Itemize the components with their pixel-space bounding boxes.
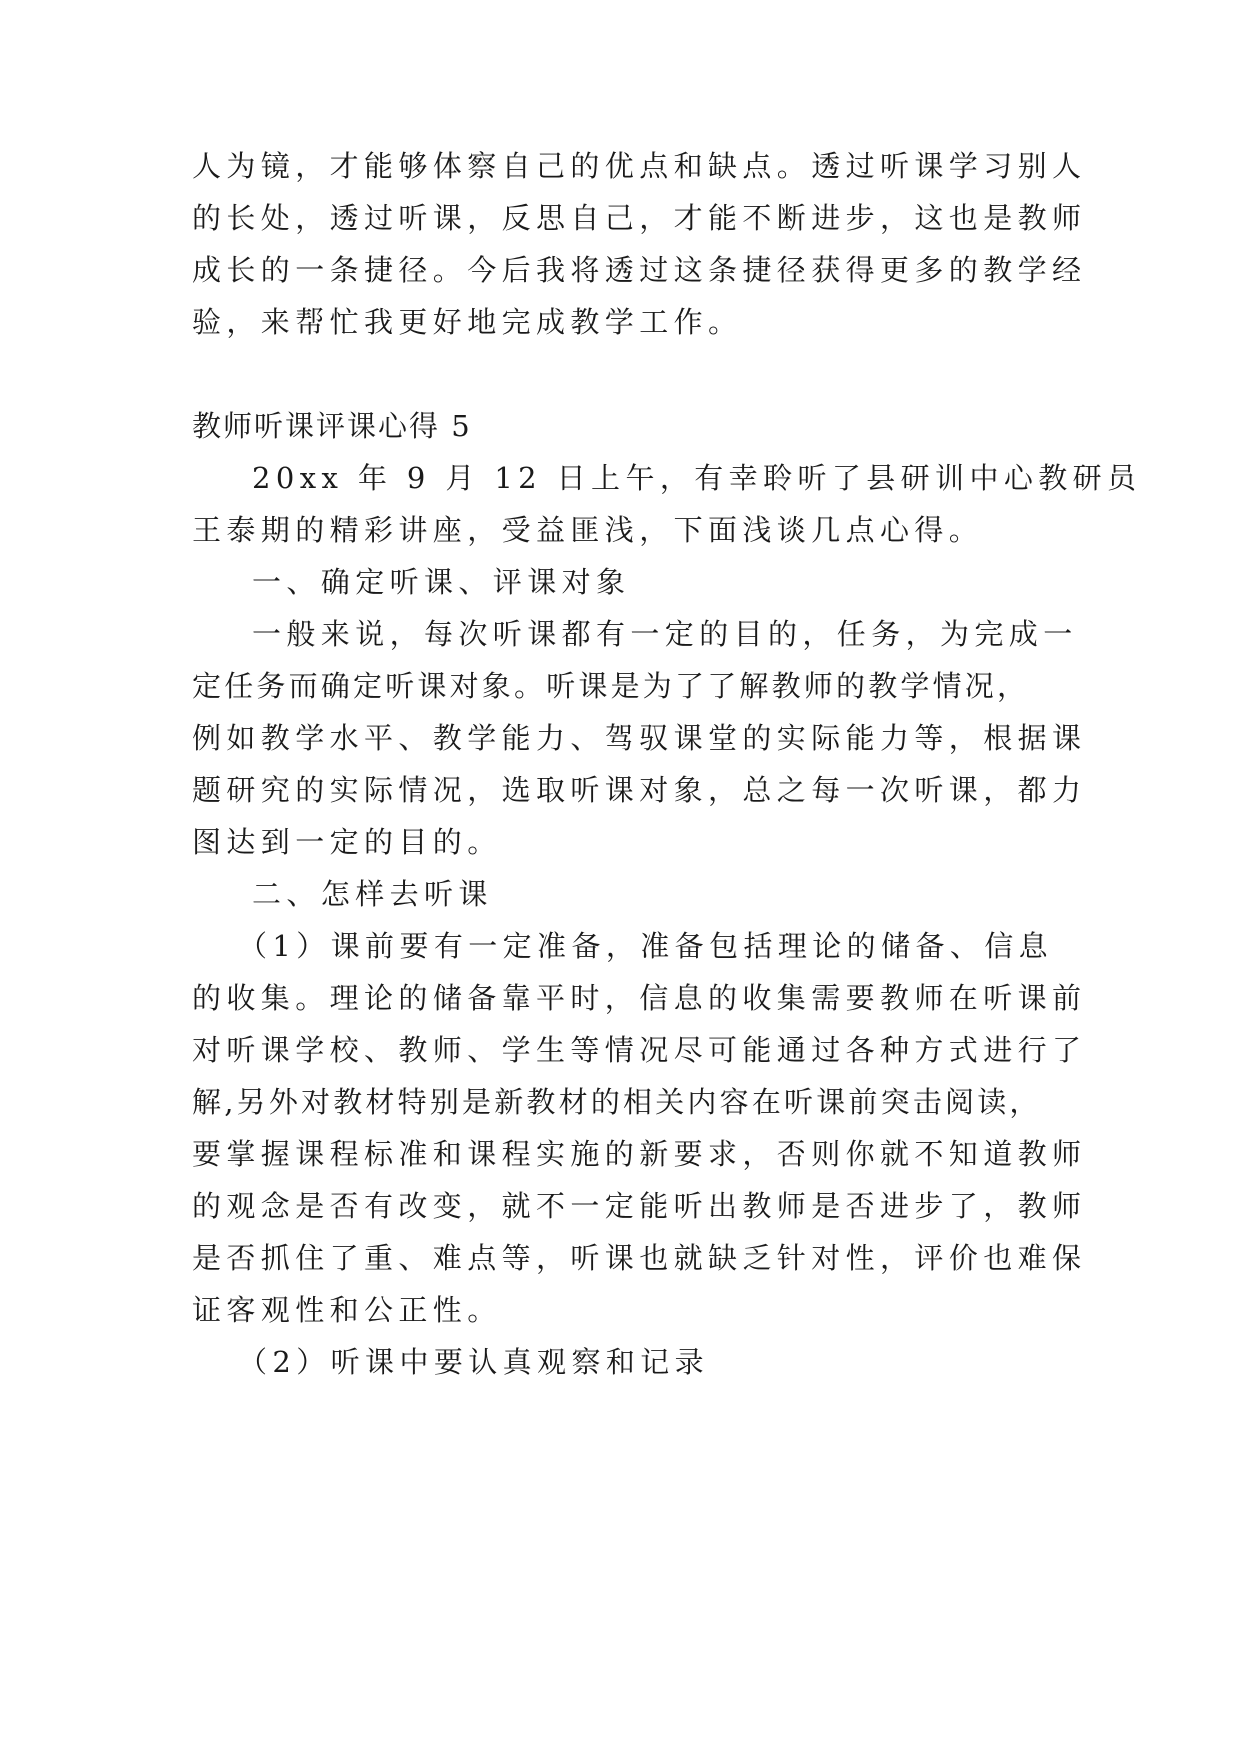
text-line: 定任务而确定听课对象。听课是为了了解教师的教学情况， [192,669,1030,703]
text-line: 例如教学水平、教学能力、驾驭课堂的实际能力等，根据课 [192,721,1087,755]
subheading: 二、怎样去听课 [252,877,493,911]
subheading: 一、确定听课、评课对象 [252,565,631,599]
text-line: 解,另外对教材特别是新教材的相关内容在听课前突击阅读， [192,1085,1042,1119]
text-line: 要掌握课程标准和课程实施的新要求，否则你就不知道教师 [192,1137,1087,1171]
text-line: （1）课前要有一定准备，准备包括理论的储备、信息 [238,929,1054,963]
text-line: 证客观性和公正性。 [192,1293,502,1327]
text-line: 图达到一定的目的。 [192,825,502,859]
text-line: 的观念是否有改变，就不一定能听出教师是否进步了，教师 [192,1189,1087,1223]
text-line: 20xx 年 9 月 12 日上午，有幸聆听了县研训中心教研员 [252,461,1142,495]
text-line: 王泰期的精彩讲座，受益匪浅，下面浅谈几点心得。 [192,513,984,547]
text-line: 的收集。理论的储备靠平时，信息的收集需要教师在听课前 [192,981,1087,1015]
text-line: 题研究的实际情况，选取听课对象，总之每一次听课，都力 [192,773,1087,807]
subheading: （2）听课中要认真观察和记录 [238,1345,710,1379]
text-line: 一般来说，每次听课都有一定的目的，任务，为完成一 [252,617,1078,651]
text-line: 是否抓住了重、难点等，听课也就缺乏针对性，评价也难保 [192,1241,1087,1275]
text-line: 的长处，透过听课，反思自己，才能不断进步，这也是教师 [192,201,1087,235]
text-line: 成长的一条捷径。今后我将透过这条捷径获得更多的教学经 [192,253,1087,287]
text-line: 人为镜，才能够体察自己的优点和缺点。透过听课学习别人 [192,149,1087,183]
section-title: 教师听课评课心得 5 [192,409,472,443]
text-line: 验，来帮忙我更好地完成教学工作。 [192,305,743,339]
text-line: 对听课学校、教师、学生等情况尽可能通过各种方式进行了 [192,1033,1087,1067]
